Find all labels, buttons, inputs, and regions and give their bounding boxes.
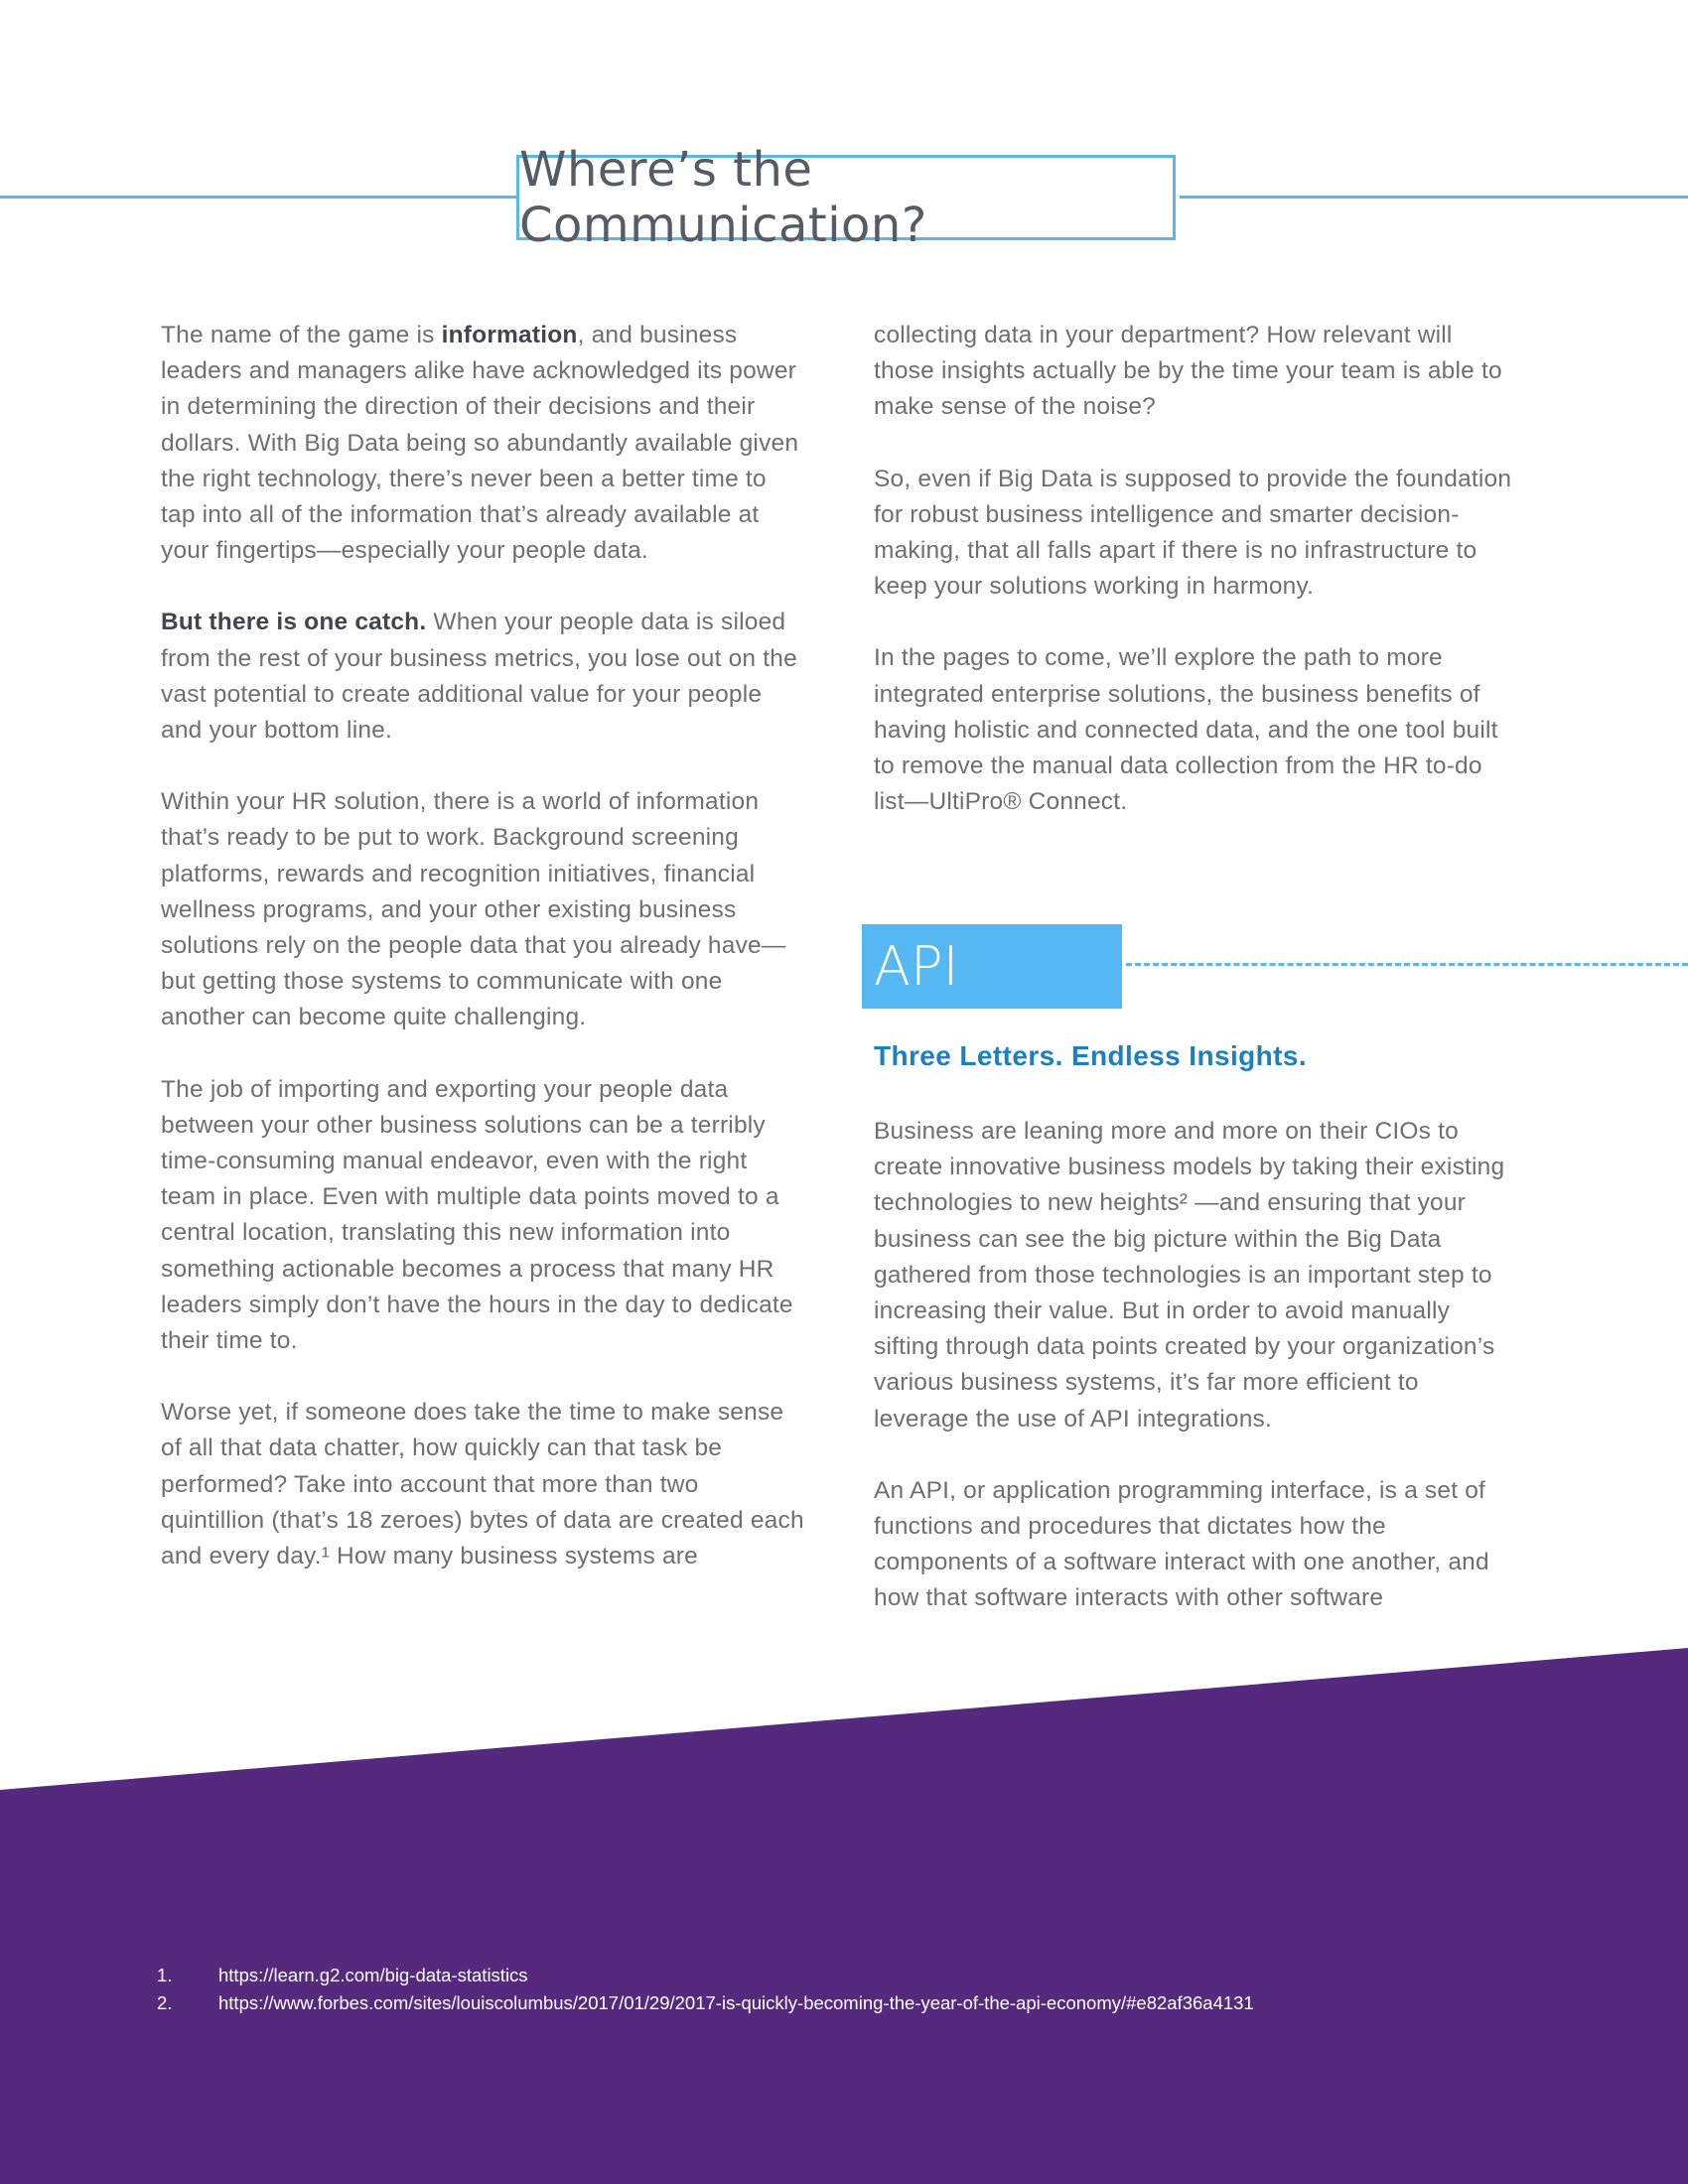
paragraph-hr-solution: Within your HR solution, there is a world of information that’s ready to be put to work. Background screening platforms, rewards and recognition initiatives, financial wellness programs, and your other existing business solutions rely on the people data that you already have—but getting those systems to communicate with one another can become quite challenging. [161, 788, 786, 1031]
paragraph-pages-to-come: In the pages to come, we’ll explore the path to more integrated enterprise solutions, the business benefits of having holistic and connected data, and the one tool built to remove the manual data collection from the HR to-do list—UltiPro® Connect. [874, 644, 1498, 816]
title-rule-right [1180, 196, 1688, 199]
paragraph-catch [161, 605, 806, 749]
intro-text-start: The name of the game is [161, 322, 442, 348]
paragraph-import-export: The job of importing and exporting your people data between your other business solutions can be a terribly time-consuming manual endeavor, even with the right team in place. Even with multiple data points moved to a central location, translating this new information into something actionable becomes a process that many HR leaders simply don’t have the hours in the day to dedicate their time to. [161, 1075, 793, 1355]
paragraph-worse-yet: Worse yet, if someone does take the time to make sense of all that data chatter, how quickly can that task be performed? Take into account that more than two quintillion (that’s 18 zeroes) bytes of data are created each and every day.¹ How many business systems are [161, 1399, 804, 1570]
api-body [874, 1114, 1519, 1653]
footnote-link[interactable]: https://www.forbes.com/sites/louiscolumbus/2017/01/29/2017-is-quickly-becoming-the-year-of-the-api-economy/#e82af36a4131 [218, 1992, 1254, 2013]
catch-bold-lead: But there is one catch. [161, 609, 427, 636]
paragraph-collecting: collecting data in your department? How relevant will those insights actually be by the time your team is able to make sense of the noise? [874, 322, 1502, 421]
paragraph-intro [161, 318, 806, 569]
api-dashed-rule [1126, 963, 1688, 966]
intro-bold-keyword: information [441, 322, 578, 348]
left-column [161, 318, 806, 1610]
catch-text: When your people data is siloed from the rest of your business metrics, you lose out on the vast potential to create additional value for your people and your bottom line. [161, 609, 797, 745]
footnote-item [157, 1989, 1254, 2017]
paragraph-api-definition: An API, or application programming interface, is a set of functions and procedures that dictates how the components of a software interact with one another, and how that software interacts with other software [874, 1476, 1489, 1612]
paragraph-infrastructure: So, even if Big Data is supposed to provide the foundation for robust business intelligence and smarter decision-making, that all falls apart if there is no infrastructure to keep your solutions working in harmony. [874, 465, 1512, 601]
api-subheading: Three Letters. Endless Insights. [874, 1040, 1308, 1071]
intro-text-end: , and business leaders and managers alike have acknowledged its power in determining the direction of their decisions and their dollars. With Big Data being so abundantly available given the right technology, there’s never been a better time to tap into all of the information that’s already available at your fingertips—especially your people data. [161, 322, 799, 565]
page-title [516, 142, 1176, 253]
api-tab-label: API [874, 935, 959, 998]
api-section-tab [862, 924, 1122, 1009]
footer-purple-band [0, 1648, 1688, 2184]
page-title-text: Where’s the Communication? [519, 142, 927, 253]
footnote-link[interactable]: https://learn.g2.com/big-data-statistics [218, 1965, 528, 1985]
right-column [874, 318, 1519, 856]
paragraph-api-cio: Business are leaning more and more on their CIOs to create innovative business models by taking their existing technologies to new heights² —and ensuring that your business can see the big picture within the Big Data gathered from those technologies is an important step to increasing their value. But in order to avoid manually sifting through data points created by your organization’s various business systems, it’s far more efficient to leverage the use of API integrations. [874, 1118, 1505, 1433]
footnotes [157, 1962, 1254, 2017]
footnote-number: 2. [157, 1992, 173, 2013]
footnote-number: 1. [157, 1965, 173, 1985]
title-rule-left [0, 196, 516, 199]
footnote-item [157, 1962, 1254, 1989]
